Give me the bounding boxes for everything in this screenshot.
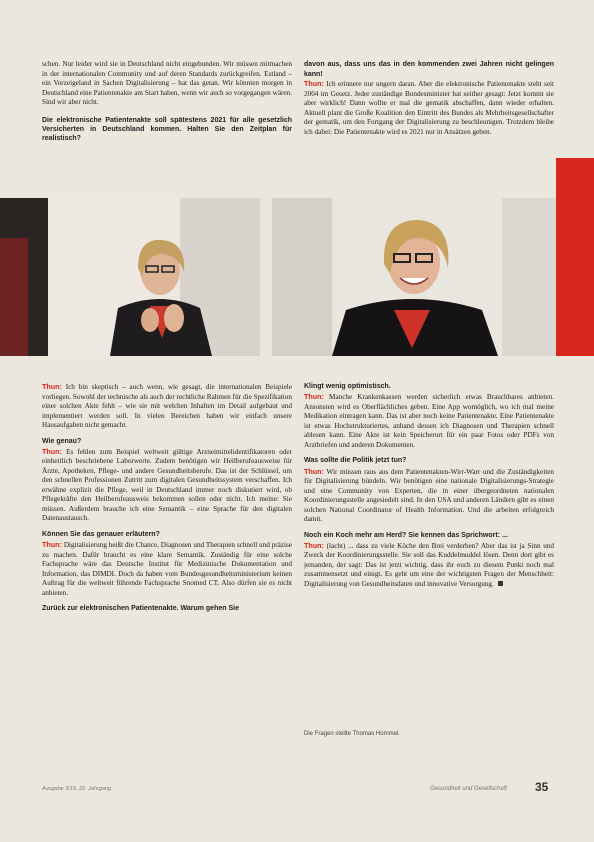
end-mark-icon (498, 581, 503, 586)
lead-question: davon aus, dass uns das in den kommenden zwei Jahren nicht gelingen kann! (304, 61, 554, 78)
answer-text: Ich erinnere nur ungern daran. Aber die elektronische Patientenakte steht seit 2004 im Gesetz. Jeder zuständige Bundesminister hat seither gesagt: Jetzt kommt sie aber wirklich! Dann wollte er mal die gematik abschaffen, dann wieder erhalten. Aktuell plant die Große Koalition den Eintritt des Bundes als Mehrheitsgesellschafter der gematik, um den Fortgang der Digitalisierung zu beschleunigen. Trotzdem bleibe ich dabei: Die Patientenakte wird es 2021 nur in Ansätzen geben. (304, 80, 555, 136)
answer (42, 540, 292, 598)
interview-question: Können Sie das genauer erläutern? (42, 530, 160, 538)
interview-question: Zurück zur elektronischen Patientenakte. Warum gehen Sie (42, 605, 239, 613)
red-accent-bar (556, 158, 594, 356)
bottom-right-column (304, 382, 554, 593)
speaker-label: Thun: (42, 446, 62, 456)
speaker-label: Thun: (42, 382, 62, 391)
answer-text: Manche Krankenkassen werden sicherlich etwas Brauchbares anbieten. Ansonsten wird es Oberflächliches geben. Eine App womöglich, wo ich mal meine Medikation eintragen kann. Das ist aber noch keine Patientenakte. Eine Patientenakte ist etwas Hochstrukturiertes, anhand dessen ich Diagnosen und Therapien schnell ablesen kann. Eine Akte ist kein Speicherort für ein paar Fotos oder PDFs von Arztbriefen und anderen Dokumenten. (304, 393, 555, 449)
interview-photo-left (0, 198, 260, 356)
answer (42, 382, 292, 431)
speaker-label: Thun: (304, 79, 324, 88)
interview-question: Die elektronische Patientenakte soll spätestens 2021 für alle gesetzlich Versicherten in Deutschland kommen. Halten Sie den Zeitplan für realistisch? (42, 116, 292, 143)
answer-text: Es fehlen zum Beispiel weltweit gültige Arzneimittelidentifikatoren oder einheitlich beschriebene Laborwerte. Zudem benötigen wir Heilberufeausweise für Ärzte, Apotheken, Pflege- und andere Gesundheitsberufe. Das ist der Schlüssel, um den schnellen Professionen Zutritt zum digitalen Gesundheitssystem verschaffen. Ich erwähne explizit die Pflege, weil in Deutschland immer noch diskutiert wird, ob Pflegekräfte den Heilberufeausweis bekommen sollen oder nicht. Ich meine: Sie müssen. Außerdem brauche ich eine Semantik – eine Sprache für den digitalen Datenaustausch. (42, 447, 293, 523)
speaker-label: Thun: (304, 540, 324, 550)
bottom-left-column (42, 382, 292, 614)
paragraph (304, 60, 554, 79)
answer (304, 467, 554, 525)
issue-info: Ausgabe 3/19, 22. Jahrgang (42, 786, 112, 792)
interview-question: Wie genau? (42, 437, 82, 445)
answer-text: Ich bin skeptisch – auch wenn, wie gesagt, die internationalen Beispiele vorliegen. Sowohl der technische als auch der rechtliche Rahmen für die Spezifikation einer solchen Akte fehlt – wie sie mit welchen Inhalten im Detail aufgebaut und implementiert werden soll. In vielen Bereichen haben wir einfach unsere Hausaufgaben nicht gemacht. (42, 383, 292, 429)
top-right-column (304, 60, 554, 141)
speaker-label: Thun: (304, 466, 324, 476)
interview-question: Klingt wenig optimistisch. (304, 383, 391, 390)
answer-text: Digitalisierung heißt die Chance, Diagnosen und Therapien schnell und präzise zu machen. Dafür braucht es eine klare Semantik. Zuständig für eine solche Fachsprache wäre das Deutsche Institut für Medizinische Dokumentation und Information, das DIMDI. Doch da haben vom Bundesgesundheitsministerium keinen Auftrag für die weltweit führende Fachsprache Snomed CT. Also dürfen sie es nicht anbieten. (42, 541, 292, 597)
interview-credit: Die Fragen stellte Thomas Hommel. (304, 731, 400, 737)
interview-question: Was sollte die Politik jetzt tun? (304, 457, 407, 465)
interview-photo-right (272, 198, 556, 356)
magazine-title: Gesundheit und Gesellschaft (430, 786, 508, 792)
paragraph: schen. Nur leider wird sie in Deutschland nicht eingebunden. Wir müssen mitmachen in der internationalen Community und auf deren Standards zurückgreifen. Estland – ein Vorzeigeland in Sachen Digitalisierung – hat das getan. Wir könnten morgen in Deutschland eine Patientenakte am Start haben, wenn wir auch so vorgegangen wären. Sind wir aber nicht. (42, 60, 292, 106)
answer-text: Wir müssen raus aus dem Patientenakten-Wirr-Warr und die Zuständigkeiten für Digitalisierung bündeln. Wir benötigen eine nationale Digitalisierungs-Strategie und eine Community von Experten, die in einer übergeordneten nationalen Koordinierungsstelle angesiedelt sind. In den USA und anderen Ländern gibt es einen solchen National Coordinator of Health Information. Und die arbeiten erfolgreich damit. (304, 467, 554, 524)
answer (304, 541, 554, 590)
answer (304, 392, 554, 450)
speaker-label: Thun: (42, 540, 62, 550)
page-number: 35 (535, 780, 549, 794)
speaker-label: Thun: (304, 392, 324, 402)
answer (42, 447, 292, 524)
answer-text: (lacht) ... dass zu viele Köche den Brei verderben? Aber das ist ja Sinn und Zweck der Koordinierungsstelle. Sie soll das Kuddelmuddel lösen. Denn dort gibt es jemanden, der sagt: Das ist jetzt wichtig, dass ihr euch zu diesem Punkt noch mal zusammensetzt und einigt. Es geht um eine der wichtigsten Fragen der Menschheit: Digitalisierung von Gesundheitsdaten und innovative Versorgung. (304, 541, 554, 588)
answer (304, 79, 554, 137)
interview-question: Noch ein Koch mehr am Herd? Sie kennen das Sprichwort: ... (304, 531, 508, 539)
top-left-column (42, 60, 292, 144)
